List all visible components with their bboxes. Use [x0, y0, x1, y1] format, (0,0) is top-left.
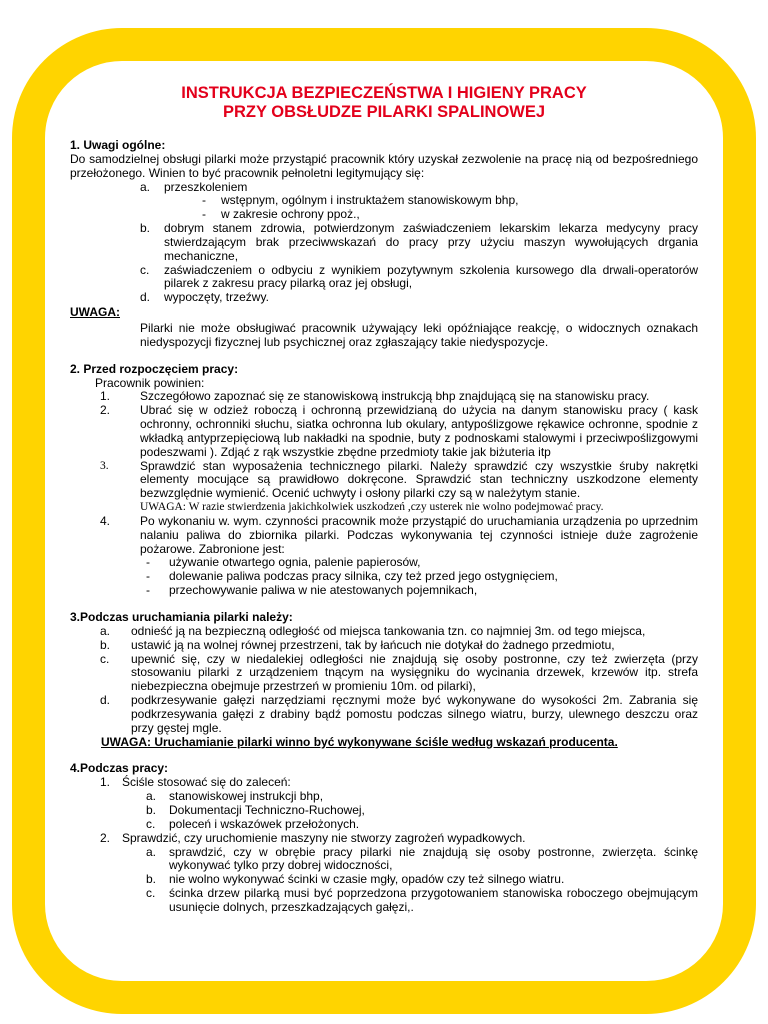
section-3-heading: 3.Podczas uruchamiania pilarki należy: [70, 610, 293, 624]
list-item [100, 390, 698, 404]
section-4-heading: 4.Podczas pracy: [70, 761, 169, 776]
list-item [100, 694, 698, 736]
list-text: przechowywanie paliwa w nie atestowanych pojemnikach, [169, 583, 478, 598]
list-label: a. [146, 844, 157, 859]
section-3-uwaga: UWAGA: Uruchamianie pilarki winno być wykonywane ściśle według wskazań producenta. [101, 734, 618, 749]
list-text: używanie otwartego ognia, palenie papierosów, [169, 555, 421, 570]
title-line-2: PRZY OBSŁUDZE PILARKI SPALINOWEJ [222, 103, 546, 121]
list-text: przeszkoleniem [164, 179, 248, 194]
list-label: c. [146, 816, 156, 831]
list-label: c. [146, 886, 156, 901]
list-text: ścinka drzew pilarką musi być poprzedzona przygotowaniem stanowiska roboczego obejmującym usunięcie dolnych, przeszkadzających gałęzi,. [169, 886, 698, 914]
list-text: stanowiskowej instrukcji bhp, [169, 789, 324, 804]
list-text: poleceń i wskazówek przełożonych. [169, 816, 360, 831]
list-text: Sprawdzić stan wyposażenia technicznego pilarki. Należy sprawdzić czy wszystkie śruby nakrętki elementy mocujące są prawidłowo dokręcone. Sprawdzić stan techniczny uszkodzone elementy bezwzględnie wymienić. Ocenić uchwyty i osłony pilarki czy są w należytym stanie. [140, 458, 698, 501]
list-text: Dokumentacji Techniczno-Ruchowej, [169, 802, 365, 817]
list-text: Ściśle stosować się do zaleceń: [122, 775, 291, 790]
list-item [100, 515, 698, 557]
section-1-intro: Do samodzielnej obsługi pilarki może przystąpić pracownik który uzyskał zezwolenie na pracę nią od bezpośredniego przełożonego. Winien to być pracownik pełnoletni legitymujący się: [70, 151, 698, 180]
list-label: 3. [100, 459, 109, 472]
list-text: w zakresie ochrony ppoż., [221, 207, 360, 222]
list-item: - dolewanie paliwa podczas pracy silnika, czy też przed jego ostygnięciem, [146, 570, 698, 584]
list-label: c. [100, 651, 110, 666]
document-title [70, 84, 698, 122]
list-label: d. [140, 290, 151, 305]
list-label: b. [146, 872, 157, 887]
list-text: odnieść ją na bezpieczną odległość od miejsca tankowania tzn. co najmniej 3m. od tego miejsca, [131, 623, 646, 638]
list-item: - używanie otwartego ognia, palenie papierosów, [146, 556, 698, 570]
section-1 [70, 139, 698, 350]
list-text: zaświadczeniem o odbyciu z wynikiem pozytywnym szkolenia kursowego dla drwali-operatorów pilarek z zakresu pracy pilarką oraz jej obsługi, [164, 262, 698, 291]
list-text: nie wolno wykonywać ścinki w czasie mgły, opadów czy też silnego wiatru. [169, 872, 565, 887]
list-text: upewnić się, czy w niedalekiej odległości nie znajdują się osoby postronne, czy też zwierzęta (przy stosowaniu pilarki z urządzeniem tnącym na wysięgniku do wycinania drzewek, krzewów itp. strefa niebezpieczna obejmuje przestrzeń w promieniu 10m. od pilarki), [131, 651, 698, 694]
list-label: b. [146, 802, 157, 817]
list-text: Szczegółowo zapoznać się ze stanowiskową instrukcją bhp znajdującą się na stanowisku pracy. [140, 389, 650, 404]
list-text: Ubrać się w odzież roboczą i ochronną przewidzianą do użycia na danym stanowisku pracy ( kask ochronny, ochronniki słuchu, siatka ochronna lub okulary, antypoślizgowe rękawice ochronne, spodnie z wkładką antyprzepięciową lub nakładki na spodnie, buty z podnoskami stalowymi i przeciwpoślizgowymi podeszwami ). Zdjąć z rąk wszystkie zbędne przedmioty takie jak biżuteria itp [140, 403, 698, 459]
list-label: 2. [100, 403, 111, 418]
list-item [100, 832, 698, 846]
list-item: - przechowywanie paliwa w nie atestowanych pojemnikach, [146, 584, 698, 598]
list-item [140, 222, 698, 264]
list-text: dolewanie paliwa podczas pracy silnika, czy też przed jego ostygnięciem, [169, 569, 558, 584]
list-item [100, 404, 698, 459]
list-item [100, 653, 698, 695]
list-item [100, 639, 698, 653]
list-text: podkrzesywanie gałęzi narzędziami ręcznymi może być wykonywane do wysokości 2m. Zabrania się podkrzesywania gałęzi z drabiny bądź pomostu podczas silnego wiatru, burzy, ulewnego deszczu oraz przy gęstej mgle. [131, 693, 698, 735]
list-item [100, 625, 698, 639]
section-3 [70, 611, 698, 749]
list-item: - w zakresie ochrony ppoż., [202, 208, 698, 222]
section-1-uwaga-text: Pilarki nie może obsługiwać pracownik używający leki opóźniające reakcję, o widocznych oznakach niedyspozycji fizycznej lub psychicznej oraz zgłaszający takie niedyspozycje. [140, 320, 698, 349]
list-text: Po wykonaniu w. wym. czynności pracownik może przystąpić do uruchamiania urządzenia po uprzednim nalaniu paliwa do zbiornika pilarki. Podczas wykonywania tej czynności istnieje duże zagrożenie pożarowe. Zabronione jest: [140, 513, 698, 556]
list-label: b. [140, 221, 151, 236]
title-line-1: INSTRUKCJA BEZPIECZEŃSTWA I HIGIENY PRACY [181, 84, 587, 102]
list-label: 1. [100, 775, 111, 790]
list-text: sprawdzić, czy w obrębie pracy pilarki nie znajdują się osoby postronne, zwierzęta. ścinkę wykonywać tylko przy dobrej widoczności, [169, 844, 698, 873]
list-label: b. [100, 637, 111, 652]
list-text: wstępnym, ogólnym i instruktażem stanowiskowym bhp, [221, 193, 519, 208]
document-body [70, 84, 698, 915]
list-item [146, 818, 698, 832]
list-text: Sprawdzić, czy uruchomienie maszyny nie stworzy zagrożeń wypadkowych. [122, 830, 526, 845]
list-item [146, 790, 698, 804]
list-item [146, 887, 698, 915]
section-4 [70, 762, 698, 914]
list-item [100, 776, 698, 790]
list-text: wypoczęty, trzeźwy. [164, 290, 269, 305]
section-2-uwaga: UWAGA: W razie stwierdzenia jakichkolwiek uszkodzeń ,czy usterek nie wolno podejmować pracy. [140, 501, 604, 514]
list-label: 2. [100, 830, 111, 845]
section-1-heading: 1. Uwagi ogólne: [70, 138, 166, 152]
list-item [140, 291, 698, 305]
list-label: d. [100, 693, 111, 708]
list-item [140, 181, 698, 195]
list-item [140, 264, 698, 292]
list-label: 1. [100, 389, 111, 404]
list-text: ustawić ją na wolnej równej przestrzeni, tak by łańcuch nie dotykał do żadnego przedmiotu, [131, 637, 615, 652]
list-item [100, 460, 698, 502]
section-1-uwaga-label: UWAGA: [70, 305, 120, 320]
list-label: c. [140, 262, 150, 277]
list-label: a. [146, 789, 157, 804]
list-item [146, 804, 698, 818]
section-2-intro: Pracownik powinien: [95, 375, 205, 390]
list-label: a. [100, 623, 111, 638]
list-label: 4. [100, 513, 111, 528]
list-item: - wstępnym, ogólnym i instruktażem stanowiskowym bhp, [202, 194, 698, 208]
list-item [146, 846, 698, 874]
section-2-heading: 2. Przed rozpoczęciem pracy: [70, 361, 239, 376]
section-2 [70, 363, 698, 598]
list-item [146, 873, 698, 887]
list-text: dobrym stanem zdrowia, potwierdzonym zaświadczeniem lekarskim lekarza medycyny pracy stwierdzającym brak przeciwwskazań do pracy przy użyciu maszyn wywołujących drgania mechaniczne, [164, 221, 698, 263]
list-label: a. [140, 179, 151, 194]
